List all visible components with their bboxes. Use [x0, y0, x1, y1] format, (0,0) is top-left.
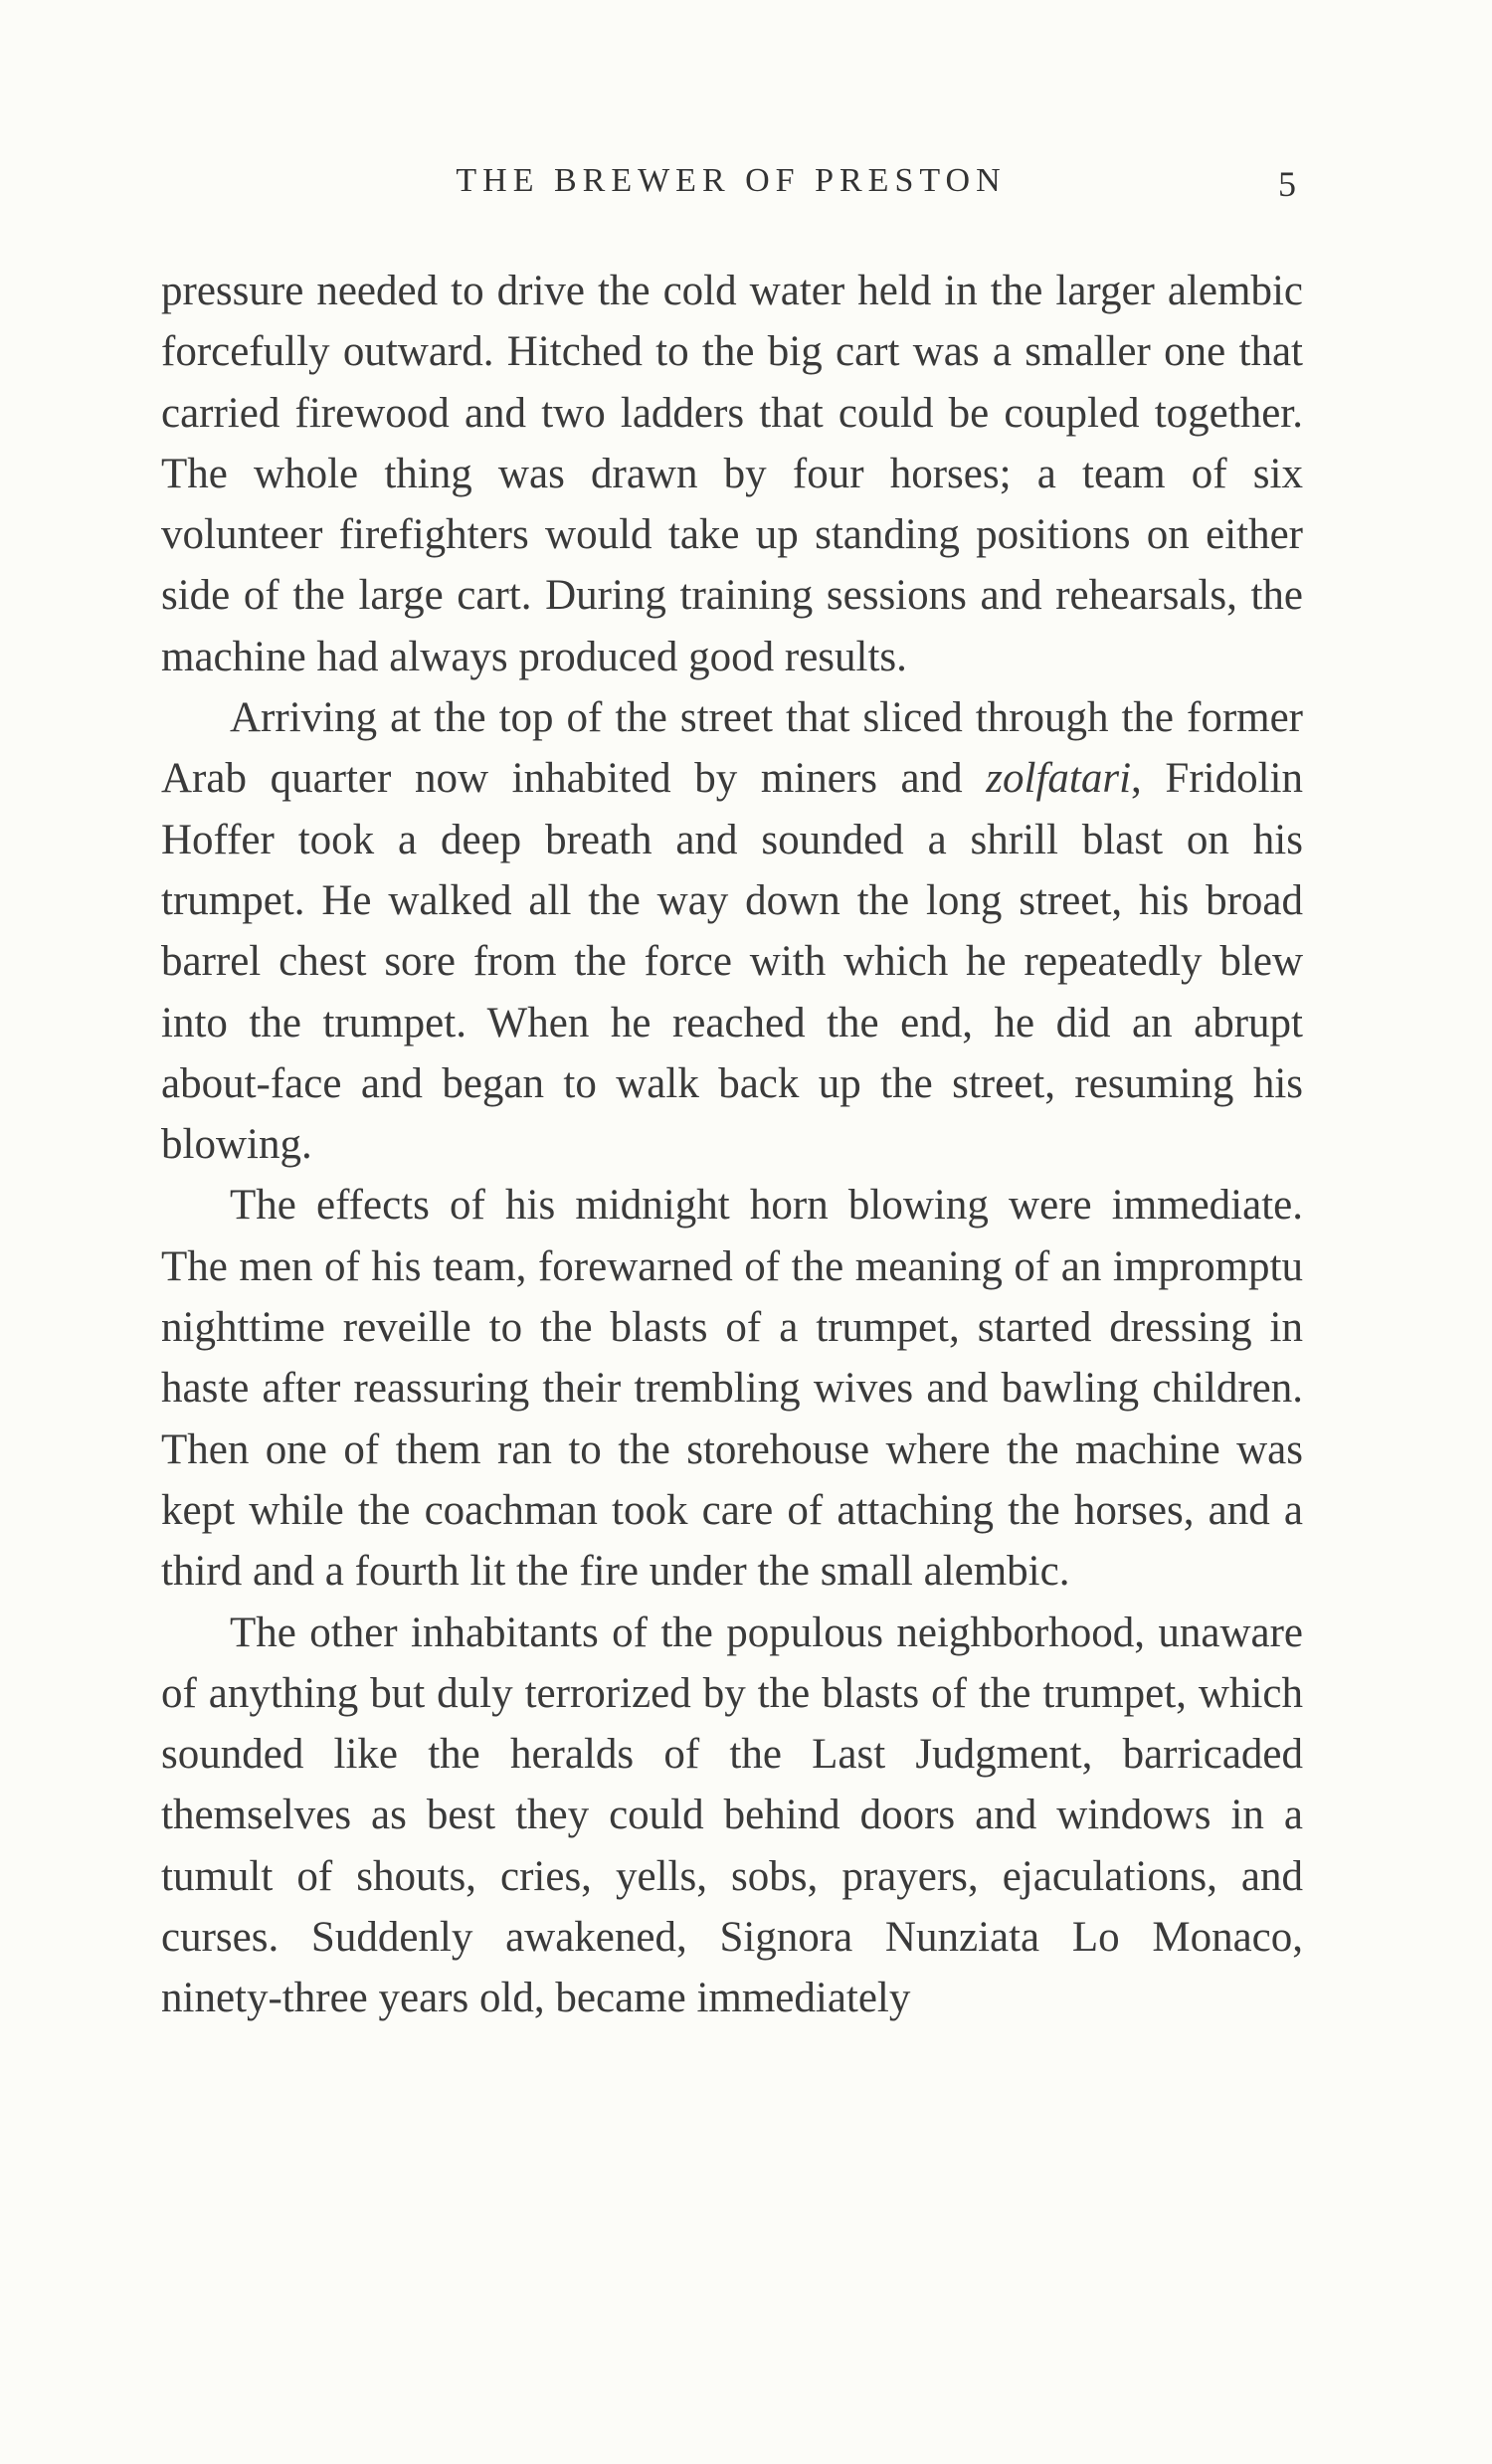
- page-number: 5: [1278, 164, 1296, 204]
- running-head-title: THE BREWER OF PRESTON: [456, 162, 1007, 199]
- italic-term: zolfatari: [986, 755, 1132, 803]
- body-text: [161, 261, 1303, 2029]
- paragraph-4: The other inhabitants of the populous neighborhood, unaware of anything but duly terrorized by the blasts of the trumpet, which sounded like the heralds of the Last Judgment, barricaded themselves as best they could behind doors and windows in a tumult of shouts, cries, yells, sobs, prayers, ejaculations, and curses. Suddenly awakened, Signora Nunziata Lo Monaco, ninety-three years old, became immediately: [161, 1609, 1303, 2022]
- paragraph-1: pressure needed to drive the cold water held in the larger alembic forcefully outward. Hitched to the big cart was a smaller one that carried firewood and two ladders that could be coupled together. The whole thing was drawn by four horses; a team of six volunteer firefighters would take up standing positions on either side of the large cart. During training sessions and rehearsals, the machine had always produced good results.: [161, 268, 1303, 680]
- paragraph-3: The effects of his midnight horn blowing were immediate. The men of his team, forewarned of the meaning of an impromptu nighttime reveille to the blasts of a trumpet, started dressing in haste after reassuring their trembling wives and bawling children. Then one of them ran to the storehouse where the machine was kept while the coachman took care of attaching the horses, and a third and a fourth lit the fire under the small alembic.: [161, 1182, 1303, 1596]
- paragraph-2: Arriving at the top of the street that sliced through the former Arab quarter now inhabited by miners and zolfatari, Fridolin Hoffer took a deep breath and sounded a shrill blast on his trumpet. He walked all the way down the long street, his broad barrel chest sore from the force with which he repeatedly blew into the trumpet. When he reached the end, he did an abrupt about-face and began to walk back up the street, resuming his blowing.: [161, 694, 1303, 1169]
